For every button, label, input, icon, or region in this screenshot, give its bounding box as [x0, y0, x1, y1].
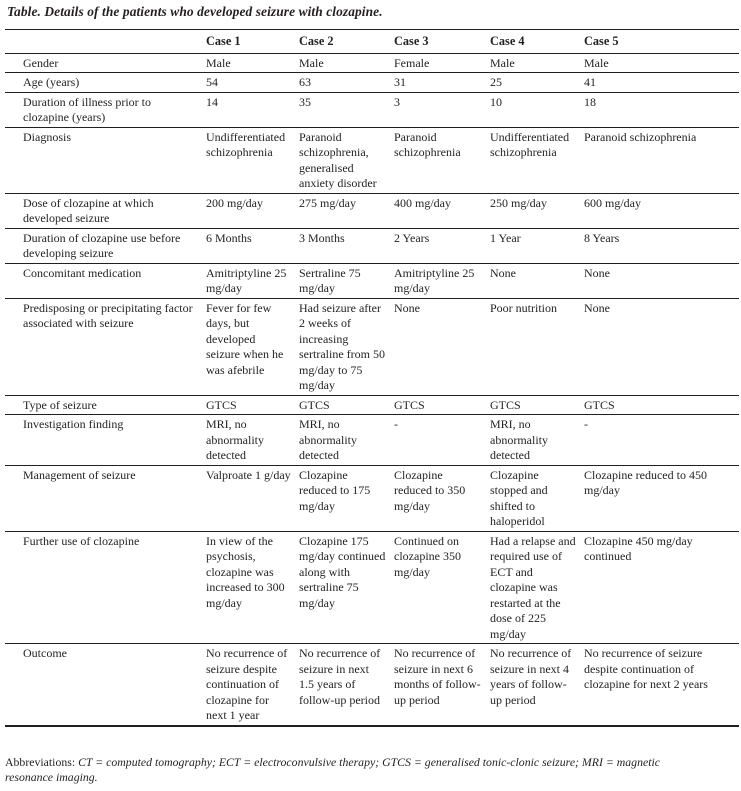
- table-cell: Had seizure after 2 weeks of increasing sertraline from 50 mg/day to 75 mg/day: [295, 298, 390, 395]
- table-caption: [7, 4, 383, 20]
- table-cell: None: [580, 298, 739, 395]
- table-cell: Valproate 1 g/day: [202, 465, 295, 531]
- table-cell: Clozapine reduced to 175 mg/day: [295, 465, 390, 531]
- table-cell: 200 mg/day: [202, 193, 295, 228]
- table-cell: No recurrence of seizure in next 6 months of follow-up period: [390, 644, 486, 726]
- table-cell: Fever for few days, but developed seizure when he was afebrile: [202, 298, 295, 395]
- table-row: [5, 415, 739, 466]
- table-row: [5, 395, 739, 415]
- table-row: [5, 465, 739, 531]
- table-cell: None: [390, 298, 486, 395]
- table-row: [5, 644, 739, 726]
- table-body: [5, 53, 739, 725]
- row-label: Age (years): [5, 73, 202, 93]
- table-cell: 41: [580, 73, 739, 93]
- table-cell: Undifferentiated schizophrenia: [486, 127, 580, 193]
- table-cell: None: [580, 263, 739, 298]
- table-cell: Sertraline 75 mg/day: [295, 263, 390, 298]
- table-cell: 8 Years: [580, 228, 739, 263]
- table-cell: GTCS: [580, 395, 739, 415]
- table-cell: 275 mg/day: [295, 193, 390, 228]
- caption-prefix: Table.: [7, 4, 41, 19]
- table-cell: 3 Months: [295, 228, 390, 263]
- table-cell: GTCS: [390, 395, 486, 415]
- row-label: Duration of illness prior to clozapine (years): [5, 92, 202, 127]
- table-cell: Poor nutrition: [486, 298, 580, 395]
- table-cell: MRI, no abnormality detected: [295, 415, 390, 466]
- table-cell: Paranoid schizophrenia, generalised anxiety disorder: [295, 127, 390, 193]
- table-cell: Paranoid schizophrenia: [390, 127, 486, 193]
- patients-table-container: [5, 29, 739, 727]
- table-cell: 3: [390, 92, 486, 127]
- row-label: Dose of clozapine at which developed seizure: [5, 193, 202, 228]
- table-row: [5, 263, 739, 298]
- table-cell: GTCS: [486, 395, 580, 415]
- table-cell: Continued on clozapine 350 mg/day: [390, 531, 486, 644]
- table-cell: None: [486, 263, 580, 298]
- row-label: Management of seizure: [5, 465, 202, 531]
- table-cell: 250 mg/day: [486, 193, 580, 228]
- table-cell: 6 Months: [202, 228, 295, 263]
- table-row: [5, 228, 739, 263]
- table-cell: Clozapine reduced to 450 mg/day: [580, 465, 739, 531]
- table-cell: 54: [202, 73, 295, 93]
- table-cell: -: [390, 415, 486, 466]
- table-cell: Paranoid schizophrenia: [580, 127, 739, 193]
- table-cell: MRI, no abnormality detected: [486, 415, 580, 466]
- table-cell: Clozapine reduced to 350 mg/day: [390, 465, 486, 531]
- caption-text: Details of the patients who developed seizure with clozapine.: [44, 4, 383, 19]
- table-cell: Amitriptyline 25 mg/day: [202, 263, 295, 298]
- column-header: Case 4: [486, 30, 580, 53]
- table-cell: 600 mg/day: [580, 193, 739, 228]
- table-cell: 10: [486, 92, 580, 127]
- table-cell: Female: [390, 53, 486, 73]
- table-cell: No recurrence of seizure despite continuation of clozapine for next 2 years: [580, 644, 739, 726]
- table-row: [5, 53, 739, 73]
- column-header: Case 1: [202, 30, 295, 53]
- abbreviations-footnote: [5, 755, 705, 785]
- table-cell: 63: [295, 73, 390, 93]
- table-cell: 25: [486, 73, 580, 93]
- table-cell: Male: [202, 53, 295, 73]
- table-row: [5, 92, 739, 127]
- row-label: Outcome: [5, 644, 202, 726]
- table-cell: Had a relapse and required use of ECT and clozapine was restarted at the dose of 225 mg/day: [486, 531, 580, 644]
- row-label: Investigation finding: [5, 415, 202, 466]
- table-cell: Clozapine stopped and shifted to haloperidol: [486, 465, 580, 531]
- table-cell: MRI, no abnormality detected: [202, 415, 295, 466]
- patients-table: [5, 30, 739, 726]
- row-label: Gender: [5, 53, 202, 73]
- column-header: Case 2: [295, 30, 390, 53]
- table-row: [5, 531, 739, 644]
- footnote-lead: Abbreviations:: [5, 755, 79, 769]
- table-cell: 31: [390, 73, 486, 93]
- table-cell: -: [580, 415, 739, 466]
- table-cell: No recurrence of seizure in next 1.5 years of follow-up period: [295, 644, 390, 726]
- column-header: Case 3: [390, 30, 486, 53]
- table-cell: Male: [486, 53, 580, 73]
- footnote-text: CT = computed tomography; ECT = electroconvulsive therapy; GTCS = generalised tonic-clonic seizure; MRI = magnetic resonance imaging.: [5, 755, 660, 784]
- table-header-row: [5, 30, 739, 53]
- table-cell: 1 Year: [486, 228, 580, 263]
- table-row: [5, 298, 739, 395]
- row-label: Type of seizure: [5, 395, 202, 415]
- table-cell: 35: [295, 92, 390, 127]
- table-cell: Clozapine 175 mg/day continued along with sertraline 75 mg/day: [295, 531, 390, 644]
- table-cell: GTCS: [202, 395, 295, 415]
- row-label: Diagnosis: [5, 127, 202, 193]
- table-cell: No recurrence of seizure despite continuation of clozapine for next 1 year: [202, 644, 295, 726]
- table-cell: No recurrence of seizure in next 4 years of follow-up period: [486, 644, 580, 726]
- table-cell: GTCS: [295, 395, 390, 415]
- table-row: [5, 73, 739, 93]
- column-header: Case 5: [580, 30, 739, 53]
- column-header: [5, 30, 202, 53]
- table-cell: 18: [580, 92, 739, 127]
- table-cell: Undifferentiated schizophrenia: [202, 127, 295, 193]
- table-cell: 14: [202, 92, 295, 127]
- row-label: Further use of clozapine: [5, 531, 202, 644]
- row-label: Predisposing or precipitating factor associated with seizure: [5, 298, 202, 395]
- row-label: Duration of clozapine use before developing seizure: [5, 228, 202, 263]
- table-cell: Amitriptyline 25 mg/day: [390, 263, 486, 298]
- table-cell: 2 Years: [390, 228, 486, 263]
- table-row: [5, 193, 739, 228]
- table-cell: In view of the psychosis, clozapine was increased to 300 mg/day: [202, 531, 295, 644]
- table-cell: Clozapine 450 mg/day continued: [580, 531, 739, 644]
- table-cell: Male: [580, 53, 739, 73]
- table-cell: Male: [295, 53, 390, 73]
- row-label: Concomitant medication: [5, 263, 202, 298]
- table-row: [5, 127, 739, 193]
- table-cell: 400 mg/day: [390, 193, 486, 228]
